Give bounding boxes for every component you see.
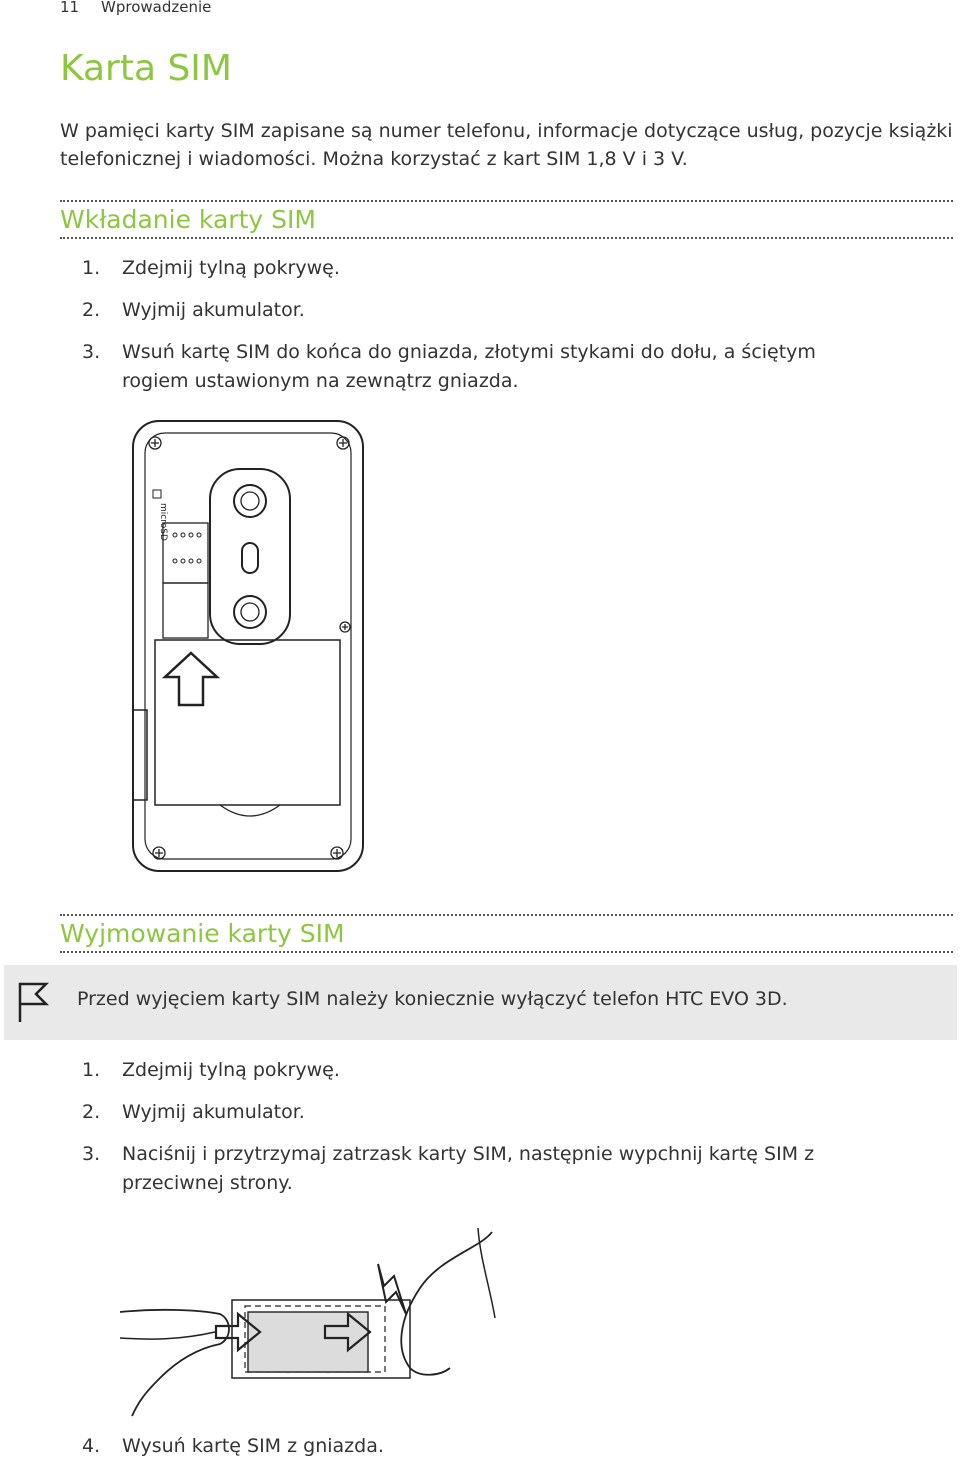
step-number: 1. [82,1059,101,1081]
microsd-label: microSD [158,503,168,541]
divider [60,237,953,239]
press-arrow-icon [378,1264,406,1314]
sim-slot [163,583,208,638]
camera-flash [242,543,258,573]
divider [60,200,953,202]
remove-step-4 [82,1432,384,1461]
remove-step-1 [82,1056,340,1085]
camera-lens [234,596,266,628]
step-number: 3. [82,341,101,363]
step-text: Zdejmij tylną pokrywę. [122,1059,340,1081]
camera-module [210,469,290,644]
remove-heading: Wyjmowanie karty SIM [60,919,345,948]
insert-heading: Wkładanie karty SIM [60,205,316,234]
insert-step-3 [82,338,816,392]
remove-step-3 [82,1140,815,1194]
arrow-up-icon [165,653,217,705]
phone-inner-edge [145,433,351,859]
page-title: Karta SIM [60,48,232,89]
divider [60,951,953,953]
screw-icon [149,437,350,859]
note-text: Przed wyjęciem karty SIM należy koniecznie wyłączyć telefon HTC EVO 3D. [77,988,788,1010]
step-text: Wsuń kartę SIM do końca do gniazda, złotymi stykami do dołu, a ściętym rogiem ustawionym na zewnątrz gniazda. [122,341,816,392]
insert-step-2 [82,296,305,325]
phone-body [133,421,363,871]
page-number: 11 [60,0,80,16]
microsd-slot [163,523,208,583]
step-number: 4. [82,1435,101,1457]
insert-step-1 [82,254,340,283]
battery-compartment [155,640,340,805]
sim-card [248,1312,368,1372]
left-hand [120,1310,229,1416]
intro-paragraph: W pamięci karty SIM zapisane są numer telefonu, informacje dotyczące usług, pozycje książki telefonicznej i wiadomości. Można korzystać z kart SIM 1,8 V i 3 V. [60,120,953,170]
step-number: 1. [82,257,101,279]
step-number: 2. [82,1101,101,1123]
step-text: Zdejmij tylną pokrywę. [122,257,340,279]
step-number: 3. [82,1143,101,1165]
step-text: Wysuń kartę SIM z gniazda. [122,1435,384,1457]
step-text: Wyjmij akumulator. [122,299,305,321]
card-contacts [173,533,201,563]
step-text: Wyjmij akumulator. [122,1101,305,1123]
remove-step-2 [82,1098,305,1127]
sim-removal-illustration [120,1228,500,1418]
flag-icon [14,980,50,1024]
step-text: Naciśnij i przytrzymaj zatrzask karty SIM, następnie wypchnij kartę SIM z przeciwnej strony. [122,1143,815,1194]
camera-lens [234,485,266,517]
divider [60,914,953,916]
step-number: 2. [82,299,101,321]
right-hand [401,1232,492,1375]
phone-back-illustration [125,415,370,875]
chapter-name: Wprowadzenie [101,0,212,16]
